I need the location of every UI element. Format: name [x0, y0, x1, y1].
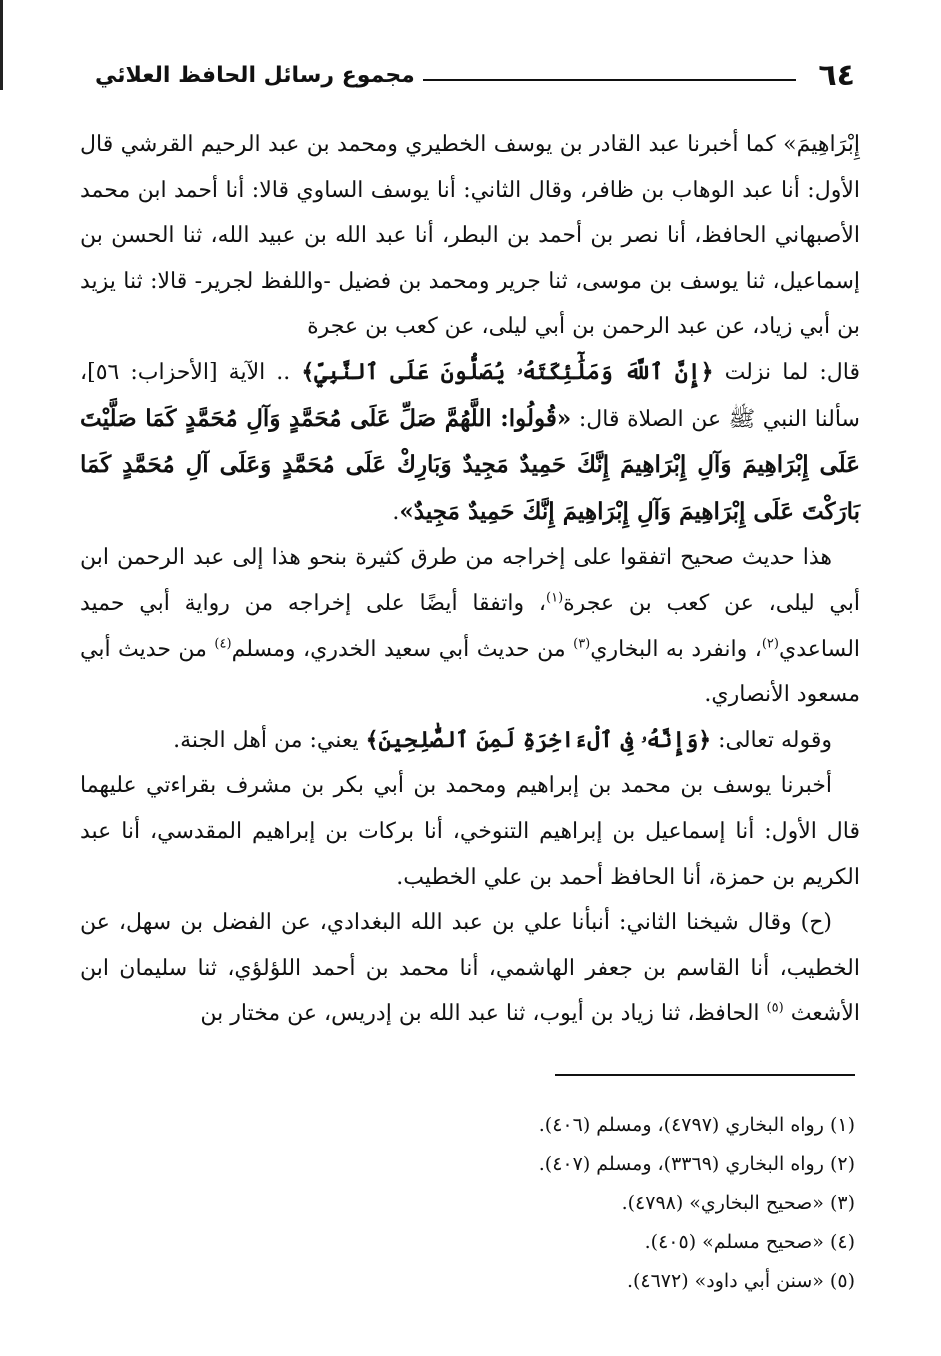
- footnote-separator: [555, 1074, 855, 1076]
- footnote-ref-3: (٣): [573, 636, 591, 652]
- footnotes: [300, 1106, 855, 1301]
- takhrij-text-e: من حديث أبي مسعود الأنصاري.: [80, 636, 860, 708]
- footnote-ref-1: (١): [546, 590, 564, 606]
- footnote-2: (٢) رواه البخاري (٣٣٦٩)، ومسلم (٤٠٧).: [538, 1153, 855, 1175]
- footnote-ref-2: (٢): [761, 636, 779, 652]
- header-rule: [423, 79, 797, 81]
- tafsir-meaning: يعني: من أهل الجنة.: [173, 727, 359, 753]
- footnote-4: (٤) «صحيح مسلم» (٤٠٥).: [644, 1231, 855, 1253]
- running-title: مجموع رسائل الحافظ العلائي: [95, 62, 415, 88]
- paragraph-hadith: [80, 350, 860, 535]
- paragraph-takhrij: [80, 535, 860, 717]
- footnote-1: (١) رواه البخاري (٤٧٩٧)، ومسلم (٤٠٦).: [538, 1114, 855, 1136]
- isnad-3-text-b: الحافظ، ثنا زياد بن أيوب، ثنا عبد الله بن إدريس، عن مختار بن: [200, 1001, 760, 1027]
- tafsir-intro: وقوله تعالى:: [718, 727, 832, 753]
- page-number: ٦٤: [818, 57, 855, 93]
- hadith-intro: قال: لما نزلت: [724, 359, 861, 385]
- page-header: [95, 52, 855, 98]
- footnote-3: (٣) «صحيح البخاري» (٤٧٩٨).: [621, 1192, 855, 1214]
- footnote-ref-5: (٥): [766, 1000, 784, 1016]
- takhrij-text-c: ، وانفرد به البخاري: [590, 636, 762, 662]
- paragraph-isnad-3: [80, 900, 860, 1037]
- footnote-5: (٥) «سنن أبي داود» (٤٦٧٢).: [626, 1270, 855, 1292]
- paragraph-isnad-2: أخبرنا يوسف بن محمد بن إبراهيم ومحمد بن أبي بكر بن مشرف بقراءتي عليهما قال الأول: أنا إسماعيل بن إبراهيم التنوخي، أنا بركات بن إبراهيم المقدسي، أنا عبد الكريم بن حمزة، أنا الحافظ أحمد بن علي الخطيب.: [80, 773, 860, 890]
- quran-verse-ahzab: ﴿إِنَّ ٱللَّهَ وَمَلَٰٓئِكَتَهُۥ يُصَلُّونَ عَلَى ٱلنَّبِيِّ﴾: [301, 358, 714, 385]
- main-text: [80, 122, 860, 1037]
- takhrij-text-d: من حديث أبي سعيد الخدري، ومسلم: [231, 636, 566, 662]
- takhrij-text-a: هذا حديث صحيح اتفقوا على إخراجه من طرق كثيرة بنحو هذا إلى عبد الرحمن ابن أبي ليلى، عن كعب بن عجرة: [80, 545, 860, 616]
- quran-verse-salihin: ﴿وَإِنَّهُۥ فِى ٱلْءَاخِرَةِ لَمِنَ ٱلصَّٰلِحِينَ﴾: [365, 726, 712, 753]
- paragraph-tafsir: [80, 718, 860, 764]
- paragraph-isnad-1: إِبْرَاهِيمَ» كما أخبرنا عبد القادر بن يوسف الخطيري ومحمد بن عبد الرحيم القرشي قال الأول: أنا عبد الوهاب بن ظافر، وقال الثاني: أنا يوسف الساوي قالا: أنا أحمد ابن محمد الأصبهاني الحافظ، أنا نصر بن أحمد بن البطر، أنا عبد الله بن عبيد الله، ثنا الحسن بن إسماعيل، ثنا يوسف بن موسى، ثنا جرير ومحمد بن فضيل -واللفظ لجرير- قالا: ثنا يزيد بن أبي زياد، عن عبد الرحمن بن أبي ليلى، عن كعب بن عجرة: [80, 132, 860, 340]
- isnad-3-text-a: (ح) وقال شيخنا الثاني: أنبأنا علي بن عبد الله البغدادي، عن الفضل بن سهل، عن الخطيب، أنا القاسم بن جعفر الهاشمي، أنا محمد بن أحمد اللؤلؤي، ثنا سليمان ابن الأشعث: [80, 910, 860, 1027]
- takhrij-text-b: ، واتفقا أيضًا على إخراجه من رواية أبي حميد الساعدي: [80, 590, 861, 662]
- hadith-end: .: [392, 499, 400, 525]
- salat-ibrahimiyya: «قُولُوا: اللَّهُمَّ صَلِّ عَلَى مُحَمَّدٍ وَآلِ مُحَمَّدٍ كَمَا صَلَّيْتَ عَلَى إِبْرَاهِيمَ وَآلِ إِبْرَاهِيمَ إِنَّكَ حَمِيدٌ مَجِيدٌ وَبَارِكْ عَلَى مُحَمَّدٍ وَعَلَى آلِ مُحَمَّدٍ كَمَا بَارَكْتَ عَلَى إِبْرَاهِيمَ وَآلِ إِبْرَاهِيمَ إِنَّكَ حَمِيدٌ مَجِيدٌ»: [80, 404, 860, 525]
- page-edge-shadow: [0, 0, 3, 90]
- hadith-question: .. الآية [الأحزاب: ٥٦]، سألنا النبي ﷺ عن الصلاة قال:: [80, 359, 860, 432]
- footnote-ref-4: (٤): [214, 636, 232, 652]
